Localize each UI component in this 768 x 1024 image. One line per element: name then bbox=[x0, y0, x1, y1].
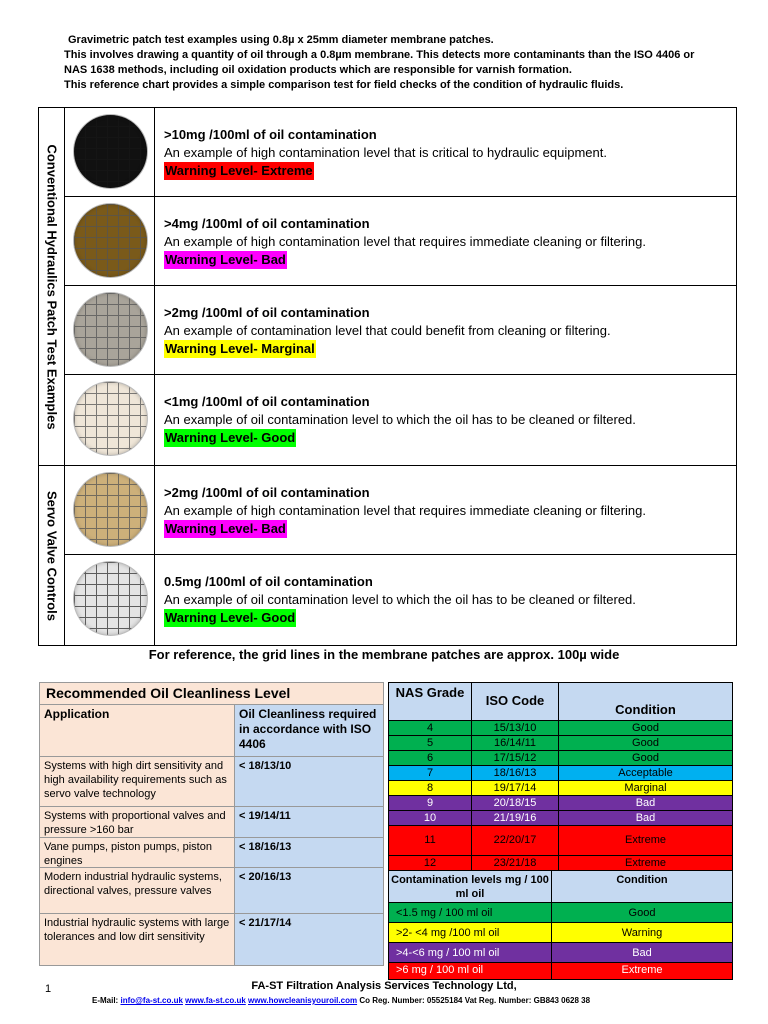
nas-row bbox=[389, 766, 732, 781]
section-servo bbox=[39, 466, 65, 645]
column-header-cleanliness: Oil Cleanliness required in accordance with ISO 4406 bbox=[235, 705, 383, 756]
patch-heading: >2mg /100ml of oil contamination bbox=[164, 305, 370, 320]
column-header-condition: Condition bbox=[615, 702, 676, 717]
patch-text bbox=[164, 126, 607, 180]
patch-description: An example of oil contamination level to which the oil has to be cleaned or filtered. bbox=[164, 412, 636, 427]
contamination-row bbox=[389, 963, 732, 979]
table-row bbox=[40, 807, 383, 838]
patch-heading: <1mg /100ml of oil contamination bbox=[164, 394, 370, 409]
application-cell: Systems with proportional valves and pressure >160 bar bbox=[40, 807, 235, 837]
nas-row bbox=[389, 796, 732, 811]
membrane-patch-image bbox=[74, 382, 147, 455]
email-link[interactable]: info@fa-st.co.uk bbox=[120, 996, 183, 1005]
patch-heading: >2mg /100ml of oil contamination bbox=[164, 485, 370, 500]
registration-info: Co Reg. Number: 05525184 Vat Reg. Number: GB843 0628 38 bbox=[359, 996, 591, 1005]
application-cell: Systems with high dirt sensitivity and high availability requirements such as servo valve technology bbox=[40, 757, 235, 806]
column-header-contamination: Contamination levels mg / 100 ml oil bbox=[389, 871, 552, 902]
nas-grade-cell: 4 bbox=[389, 721, 472, 735]
warning-level-badge: Warning Level- Bad bbox=[165, 252, 286, 267]
iso-code-cell: 20/18/15 bbox=[472, 796, 559, 810]
patch-description: An example of high contamination level that is critical to hydraulic equipment. bbox=[164, 145, 607, 160]
condition-cell: Marginal bbox=[624, 782, 667, 794]
patch-heading: >4mg /100ml of oil contamination bbox=[164, 216, 370, 231]
nas-row bbox=[389, 721, 732, 736]
iso-code-cell: 22/20/17 bbox=[472, 826, 559, 855]
condition-cell: Bad bbox=[635, 797, 656, 809]
contamination-level-cell: >2- <4 mg /100 ml oil bbox=[389, 923, 552, 942]
membrane-patch-image bbox=[74, 115, 147, 188]
patch-heading: 0.5mg /100ml of oil contamination bbox=[164, 574, 373, 589]
patch-text bbox=[164, 393, 636, 447]
membrane-patch-image bbox=[74, 562, 147, 635]
patch-description: An example of contamination level that could benefit from cleaning or filtering. bbox=[164, 323, 611, 338]
application-cell: Industrial hydraulic systems with large tolerances and low dirt sensitivity bbox=[40, 914, 235, 965]
warning-level-badge: Warning Level- Extreme bbox=[165, 163, 313, 178]
page-number: 1 bbox=[45, 983, 52, 995]
contamination-level-cell: <1.5 mg / 100 ml oil bbox=[389, 903, 552, 922]
intro-text bbox=[64, 33, 744, 93]
email-label: E-Mail: bbox=[92, 996, 119, 1005]
patch-description: An example of oil contamination level to which the oil has to be cleaned or filtered. bbox=[164, 592, 636, 607]
column-header-iso: ISO Code bbox=[472, 683, 559, 720]
patch-row bbox=[65, 197, 736, 286]
table-header-row bbox=[40, 705, 383, 757]
condition-cell: Bad bbox=[632, 947, 652, 959]
table-title: Recommended Oil Cleanliness Level bbox=[40, 683, 383, 705]
condition-cell: Good bbox=[632, 752, 659, 764]
nas-row bbox=[389, 856, 732, 871]
table-row bbox=[40, 757, 383, 807]
condition-cell: Bad bbox=[635, 812, 656, 824]
iso-code-cell: 23/21/18 bbox=[472, 856, 559, 870]
patch-image-cell bbox=[65, 108, 155, 196]
patch-row bbox=[65, 108, 736, 197]
nas-row bbox=[389, 781, 732, 796]
table-header-row bbox=[389, 683, 732, 721]
warning-level-badge: Warning Level- Bad bbox=[165, 521, 286, 536]
warning-level-badge: Warning Level- Marginal bbox=[165, 341, 315, 356]
warning-level-badge: Warning Level- Good bbox=[165, 430, 296, 445]
condition-cell: Extreme bbox=[625, 857, 666, 869]
table-row bbox=[40, 914, 383, 965]
intro-line: This reference chart provides a simple comparison test for field checks of the condition of hydraulic fluids. bbox=[64, 79, 624, 91]
footer-company: FA-ST Filtration Analysis Services Technology Ltd, bbox=[251, 980, 517, 992]
patch-text bbox=[164, 573, 636, 627]
nas-grade-cell: 9 bbox=[389, 796, 472, 810]
condition-cell: Acceptable bbox=[618, 767, 673, 779]
patch-row bbox=[65, 375, 736, 466]
intro-line: NAS 1638 methods, including oil oxidation products which are responsible for varnish formation. bbox=[64, 64, 572, 76]
condition-cell: Good bbox=[632, 737, 659, 749]
column-header-application: Application bbox=[40, 705, 235, 756]
nas-row bbox=[389, 826, 732, 856]
condition-cell: Extreme bbox=[625, 834, 666, 846]
patch-image-cell bbox=[65, 555, 155, 645]
contamination-header-row bbox=[389, 871, 732, 903]
website-link[interactable]: www.fa-st.co.uk bbox=[185, 996, 246, 1005]
patch-row bbox=[65, 286, 736, 375]
nas-row bbox=[389, 811, 732, 826]
membrane-patch-image bbox=[74, 204, 147, 277]
column-header-condition: Condition bbox=[616, 874, 668, 886]
nas-grade-cell: 8 bbox=[389, 781, 472, 795]
nas-grade-cell: 6 bbox=[389, 751, 472, 765]
membrane-patch-image bbox=[74, 293, 147, 366]
iso-code-cell: 21/19/16 bbox=[472, 811, 559, 825]
nas-iso-table bbox=[388, 682, 733, 980]
table-row bbox=[40, 868, 383, 914]
nas-grade-cell: 12 bbox=[389, 856, 472, 870]
patch-image-cell bbox=[65, 197, 155, 285]
nas-row bbox=[389, 751, 732, 766]
contamination-row bbox=[389, 923, 732, 943]
table-row bbox=[40, 838, 383, 868]
cleanliness-cell: < 19/14/11 bbox=[235, 807, 383, 837]
website-link[interactable]: www.howcleanisyouroil.com bbox=[248, 996, 358, 1005]
nas-grade-cell: 5 bbox=[389, 736, 472, 750]
cleanliness-cell: < 18/16/13 bbox=[235, 838, 383, 867]
column-header-nas: NAS Grade bbox=[389, 683, 472, 720]
patch-heading: >10mg /100ml of oil contamination bbox=[164, 127, 377, 142]
contamination-level-cell: >4-<6 mg / 100 ml oil bbox=[389, 943, 552, 962]
contamination-level-cell: >6 mg / 100 ml oil bbox=[389, 963, 552, 979]
membrane-patch-image bbox=[74, 473, 147, 546]
contamination-row bbox=[389, 943, 732, 963]
application-cell: Modern industrial hydraulic systems, directional valves, pressure valves bbox=[40, 868, 235, 913]
reference-note: For reference, the grid lines in the membrane patches are approx. 100µ wide bbox=[148, 647, 620, 662]
condition-cell: Extreme bbox=[621, 964, 663, 976]
patch-description: An example of high contamination level that requires immediate cleaning or filtering. bbox=[164, 234, 646, 249]
iso-code-cell: 18/16/13 bbox=[472, 766, 559, 780]
footer-contact bbox=[92, 996, 590, 1005]
patch-row bbox=[65, 466, 736, 555]
nas-row bbox=[389, 736, 732, 751]
condition-cell: Good bbox=[632, 722, 659, 734]
cleanliness-cell: < 20/16/13 bbox=[235, 868, 383, 913]
warning-level-badge: Warning Level- Good bbox=[165, 610, 296, 625]
patch-text bbox=[164, 304, 611, 358]
nas-grade-cell: 11 bbox=[389, 826, 472, 855]
iso-code-cell: 16/14/11 bbox=[472, 736, 559, 750]
patch-text bbox=[164, 215, 646, 269]
section-conventional bbox=[39, 108, 65, 466]
patch-description: An example of high contamination level that requires immediate cleaning or filtering. bbox=[164, 503, 646, 518]
contamination-row bbox=[389, 903, 732, 923]
patch-text bbox=[164, 484, 646, 538]
iso-code-cell: 17/15/12 bbox=[472, 751, 559, 765]
nas-grade-cell: 7 bbox=[389, 766, 472, 780]
patch-test-table bbox=[38, 107, 737, 646]
iso-code-cell: 19/17/14 bbox=[472, 781, 559, 795]
cleanliness-cell: < 18/13/10 bbox=[235, 757, 383, 806]
patch-row bbox=[65, 555, 736, 645]
application-cell: Vane pumps, piston pumps, piston engines bbox=[40, 838, 235, 867]
patch-image-cell bbox=[65, 375, 155, 465]
cleanliness-cell: < 21/17/14 bbox=[235, 914, 383, 965]
nas-grade-cell: 10 bbox=[389, 811, 472, 825]
condition-cell: Warning bbox=[621, 927, 663, 939]
patch-image-cell bbox=[65, 286, 155, 374]
recommended-cleanliness-table bbox=[39, 682, 384, 966]
section-label: Conventional Hydraulics Patch Test Examples bbox=[44, 143, 59, 430]
condition-cell: Good bbox=[628, 907, 656, 919]
section-label: Servo Valve Controls bbox=[44, 490, 59, 621]
patch-image-cell bbox=[65, 466, 155, 554]
iso-code-cell: 15/13/10 bbox=[472, 721, 559, 735]
intro-line: Gravimetric patch test examples using 0.8µ x 25mm diameter membrane patches. bbox=[68, 34, 494, 46]
intro-line: This involves drawing a quantity of oil through a 0.8µm membrane. This detects more contaminants than the ISO 4406 or bbox=[64, 49, 695, 61]
